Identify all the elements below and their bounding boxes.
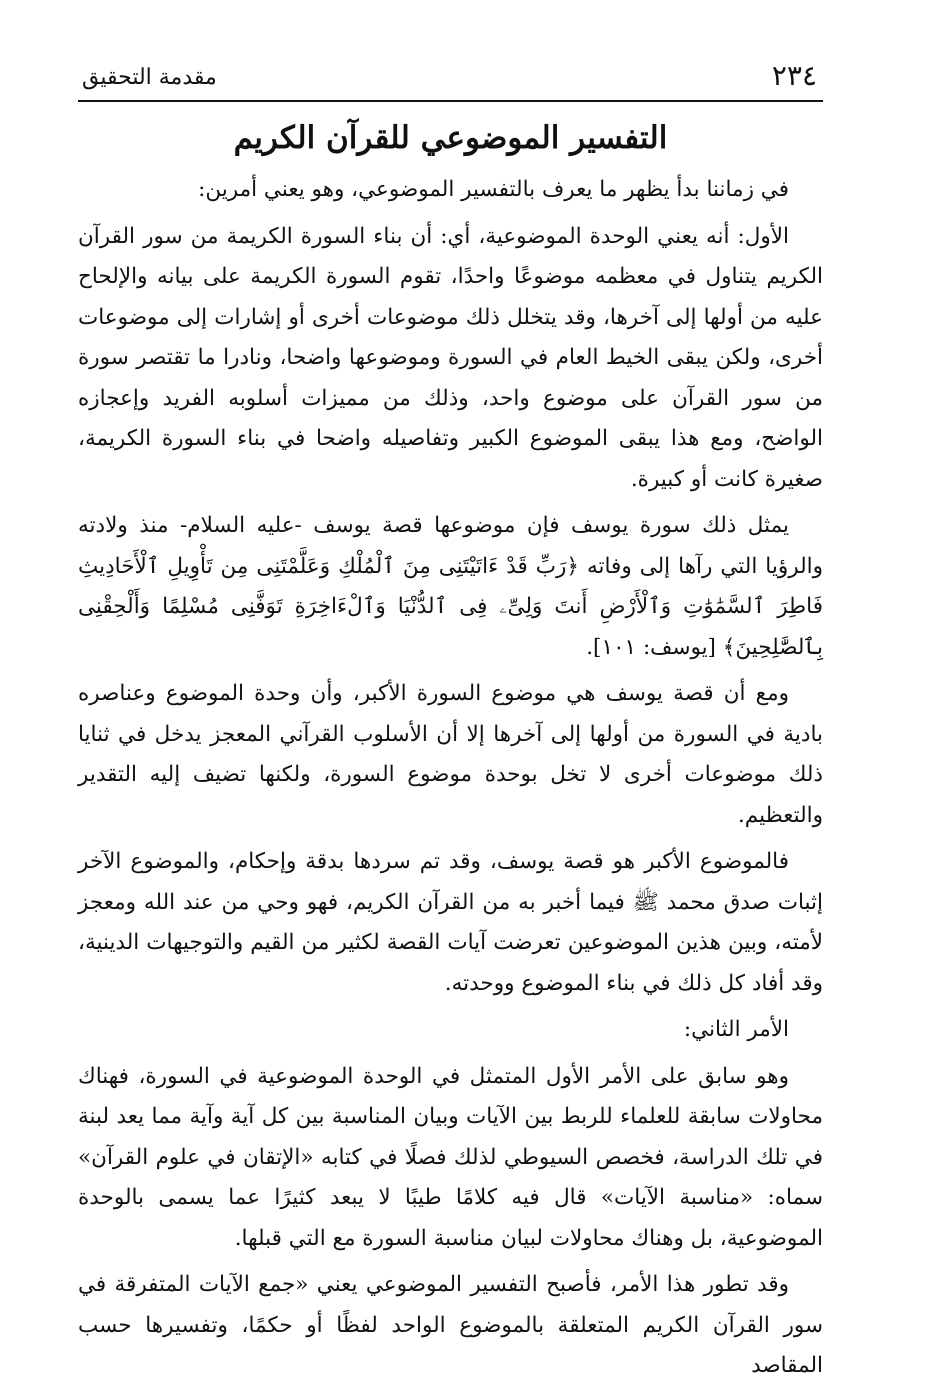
paragraph-intro: في زماننا بدأ يظهر ما يعرف بالتفسير الموضوعي، وهو يعني أمرين:	[198, 177, 789, 202]
body-text	[78, 170, 823, 1393]
paragraph-development: وقد تطور هذا الأمر، فأصبح التفسير الموضوعي يعني «جمع الآيات المتفرقة في سور القرآن الكريم المتعلقة بالموضوع الواحد لفظًا أو حكمًا، وتفسيرها حسب المقاصد	[78, 1272, 823, 1378]
chapter-title: التفسير الموضوعي للقرآن الكريم	[233, 120, 668, 156]
paragraph-first-matter: الأول: أنه يعني الوحدة الموضوعية، أي: أن بناء السورة الكريمة من سور القرآن الكريم يتناول في معظمه موضوعًا واحدًا، تقوم السورة الكريمة على بيانه والإلحاح عليه من أولها إلى آخرها، وقد يتخلل ذلك موضوعات أخرى أو إشارات إلى موضوعات أخرى، ولكن يبقى الخيط العام في السورة وموضوعها واضحا، ونادرا ما تقتصر سورة من سور القرآن على موضوع واحد، وذلك من مميزات أسلوبه الفريد وإعجازه الواضح، ومع هذا يبقى الموضوع الكبير وتفاصيله واضحا في بناء السورة الكريمة، صغيرة كانت أو كبيرة.	[78, 223, 823, 492]
paragraph-main-theme: فالموضوع الأكبر هو قصة يوسف، وقد تم سردها بدقة وإحكام، والموضوع الآخر إثبات صدق محمد ﷺ فيما أخبر به من القرآن الكريم، فهو وحي من عند الله ومعجز لأمته، وبين هذين الموضوعين تعرضت آيات القصة لكثير من القيم والتوجيهات الدينية، وقد أفاد كل ذلك في بناء الموضوع ووحدته.	[78, 849, 823, 996]
page-number: ٢٣٤	[771, 59, 817, 92]
paragraph-second-matter-heading: الأمر الثاني:	[683, 1017, 789, 1042]
running-title: مقدمة التحقيق	[82, 65, 217, 90]
paragraph-yusuf-example: يمثل ذلك سورة يوسف فإن موضوعها قصة يوسف -عليه السلام- منذ ولادته والرؤيا التي رآها إلى وفاته ﴿رَبِّ قَدْ ءَاتَيْتَنِى مِنَ ٱلْمُلْكِ وَعَلَّمْتَنِى مِن تَأْوِيلِ ٱلْأَحَادِيثِ فَاطِرَ ٱلسَّمَٰوَٰتِ وَٱلْأَرْضِ أَنتَ وَلِىِّۦ فِى ٱلدُّنْيَا وَٱلْءَاخِرَةِ تَوَفَّنِى مُسْلِمًا وَأَلْحِقْنِى بِٱلصَّٰلِحِينَ﴾ [يوسف: ١٠١].	[78, 513, 823, 660]
paragraph-yusuf-theme: ومع أن قصة يوسف هي موضوع السورة الأكبر، وأن وحدة الموضوع وعناصره بادية في السورة من أولها إلى آخرها إلا أن الأسلوب القرآني المعجز يدخل في ثنايا ذلك موضوعات أخرى لا تخل بوحدة موضوع السورة، ولكنها تضيف إليه التقدير والتعظيم.	[78, 681, 823, 828]
running-header	[78, 58, 823, 102]
paragraph-second-matter: وهو سابق على الأمر الأول المتمثل في الوحدة الموضوعية في السورة، فهناك محاولات سابقة للعلماء للربط بين الآيات وبيان المناسبة بين كل آية وآية مما يعد لبنة في تلك الدراسة، فخصص السيوطي لذلك فصلًا في كتابه «الإتقان في علوم القرآن» سماه: «مناسبة الآيات» قال فيه كلامًا طيبًا لا يبعد كثيرًا عما يسمى بالوحدة الموضوعية، بل وهناك محاولات لبيان مناسبة السورة مع التي قبلها.	[78, 1063, 823, 1251]
